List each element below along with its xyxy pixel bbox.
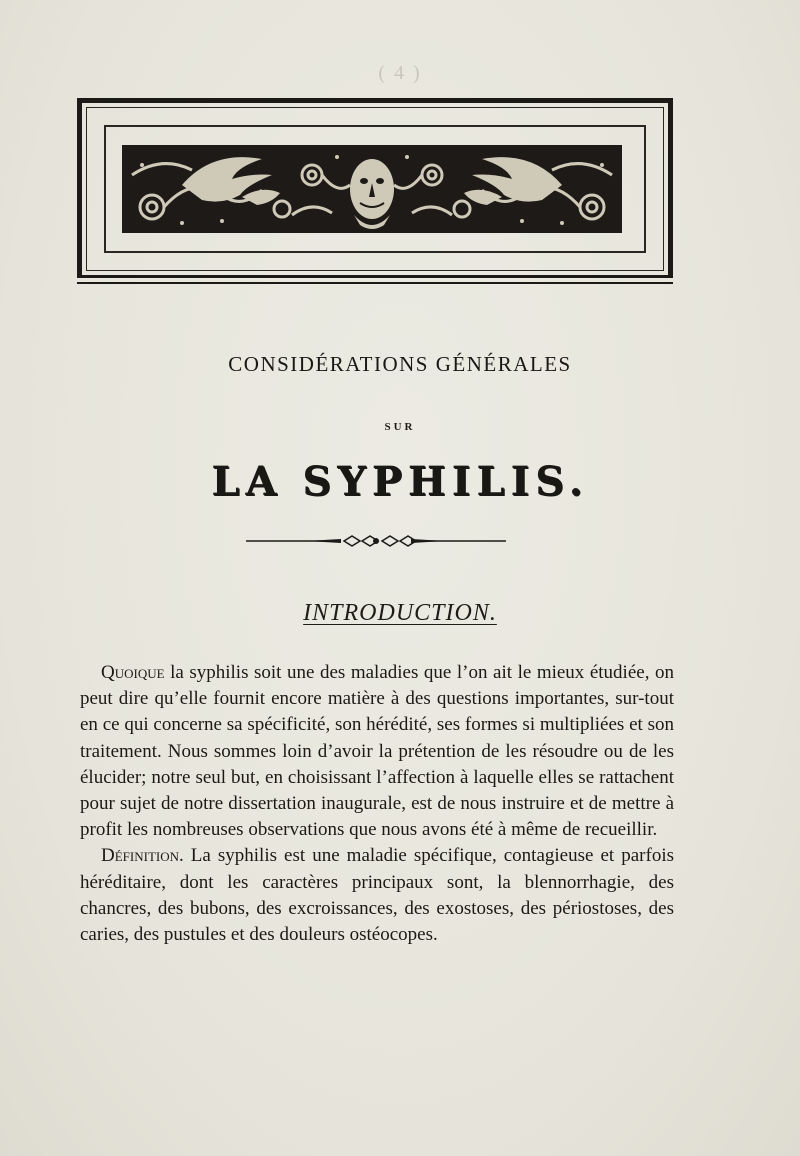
headpiece-rule (77, 282, 673, 284)
page-title: CONSIDÉRATIONS GÉNÉRALES (228, 352, 572, 376)
page-number: ( 4 ) (378, 62, 422, 84)
section-heading: INTRODUCTION. (303, 600, 497, 626)
paragraph-lead: Quoique (101, 662, 165, 683)
ornamental-headpiece (77, 98, 673, 278)
ornamental-divider-icon (246, 533, 506, 549)
title-subject: LA SYPHILIS. (211, 458, 589, 505)
griffin-mask-engraving-icon (122, 145, 622, 233)
paragraph (80, 843, 674, 948)
paragraph (80, 660, 674, 843)
paragraph-text: la syphilis soit une des maladies que l’on ait le mieux étudiée, on peut dire qu’elle fournit encore matière à des questions importantes, sur-tout en ce qui concerne sa spécificité, son hérédité, ses formes si multipliées et son traitement. Nous sommes loin d’avoir la prétention de les résoudre ou de les élucider; notre seul but, en choisissant l’affection à laquelle elles se rattachent pour sujet de notre dissertation inaugurale, est de nous instruire et de mettre à profit les nombreuses observations que nous avons été à même de recueillir. (80, 662, 674, 841)
title-connector: SUR (384, 421, 416, 433)
body-text (80, 660, 674, 948)
paragraph-text: La syphilis est une maladie spécifique, contagieuse et parfois héréditaire, dont les caractères principaux sont, la blennorrhagie, des chancres, des bubons, des excroissances, des exostoses, des périostoses, des caries, des pustules et des douleurs ostéocopes. (80, 845, 674, 946)
headpiece-engraving-panel (122, 145, 622, 233)
paragraph-lead: Définition. (101, 845, 184, 867)
